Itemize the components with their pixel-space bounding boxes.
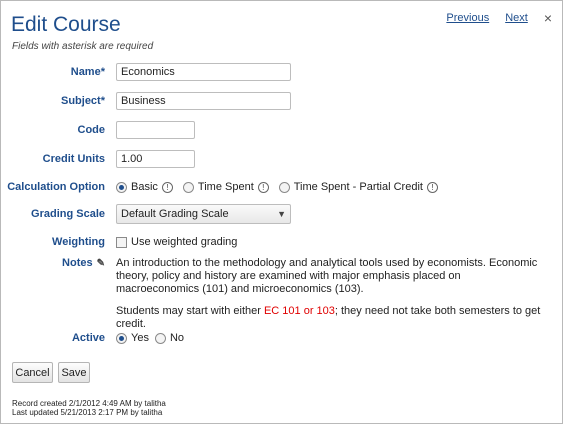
subject-label: Subject* (60, 95, 105, 107)
save-button[interactable]: Save (58, 362, 90, 383)
active-no-option[interactable] (155, 332, 184, 344)
active-no-label: No (169, 332, 185, 344)
subject-row (1, 91, 562, 111)
notes-text-part: ; they need not take both semesters to get credit. (116, 305, 541, 330)
close-icon[interactable]: × (543, 10, 552, 26)
calc-time-spent-option[interactable] (183, 181, 269, 193)
record-nav (446, 11, 552, 25)
chevron-down-icon: ▼ (277, 209, 286, 219)
active-yes-radio[interactable] (116, 333, 127, 344)
info-icon[interactable]: ! (427, 182, 438, 193)
record-meta (12, 399, 166, 417)
credit-units-label: Credit Units (42, 153, 105, 165)
notes-highlight: EC 101 or 103 (263, 305, 335, 317)
weighted-grading-label: Use weighted grading (131, 236, 238, 248)
record-created: Record created 2/1/2012 4:49 AM by talitha (12, 399, 166, 408)
weighted-grading-checkbox[interactable] (116, 237, 127, 248)
weighting-row (1, 232, 562, 252)
calculation-option-label: Calculation Option (7, 181, 105, 193)
info-icon[interactable]: ! (258, 182, 269, 193)
notes-label-text: Notes (62, 257, 93, 269)
next-link[interactable]: Next (505, 12, 528, 24)
calc-partial-credit-option[interactable] (279, 181, 438, 193)
grading-scale-select[interactable] (116, 204, 291, 224)
previous-link[interactable]: Previous (446, 12, 490, 24)
calc-basic-label: Basic (131, 181, 158, 193)
name-input[interactable] (116, 63, 291, 81)
weighted-grading-option[interactable] (116, 236, 237, 248)
calc-basic-option[interactable] (116, 181, 173, 193)
grading-scale-value: Default Grading Scale (121, 208, 229, 220)
weighting-label: Weighting (52, 236, 105, 248)
notes-paragraph-1: An introduction to the methodology and analytical tools used by economists. Economic theory, policy and history are examined with major emphasis placed on macroeconomics (101) and microeconomics (103). (116, 257, 538, 295)
code-row (1, 120, 562, 140)
name-label: Name* (70, 66, 105, 78)
subject-input[interactable] (116, 92, 291, 110)
code-label: Code (77, 124, 105, 136)
grading-scale-label: Grading Scale (31, 208, 105, 220)
active-yes-option[interactable] (116, 332, 149, 344)
cancel-button[interactable]: Cancel (12, 362, 53, 383)
info-icon[interactable]: ! (162, 182, 173, 193)
calc-partial-credit-label: Time Spent - Partial Credit (293, 181, 423, 193)
record-updated: Last updated 5/21/2013 2:17 PM by talitha (12, 408, 163, 417)
active-yes-label: Yes (131, 332, 149, 344)
dialog-title: Edit Course (11, 13, 121, 36)
calculation-option-row (1, 177, 562, 197)
calc-time-spent-label: Time Spent (197, 181, 254, 193)
active-no-radio[interactable] (155, 333, 166, 344)
credit-units-input[interactable] (116, 150, 195, 168)
pencil-icon[interactable]: ✎ (96, 258, 105, 269)
credit-units-row (1, 149, 562, 169)
notes-label (0, 257, 105, 269)
code-input[interactable] (116, 121, 195, 139)
grading-scale-row (1, 204, 562, 224)
name-row (1, 62, 562, 82)
required-hint: Fields with asterisk are required (12, 41, 154, 52)
notes-text-part: Students may start with either (116, 305, 264, 317)
calc-basic-radio[interactable] (116, 182, 127, 193)
active-label: Active (71, 332, 105, 344)
calc-time-spent-radio[interactable] (183, 182, 194, 193)
calc-partial-credit-radio[interactable] (279, 182, 290, 193)
active-row (1, 328, 562, 348)
